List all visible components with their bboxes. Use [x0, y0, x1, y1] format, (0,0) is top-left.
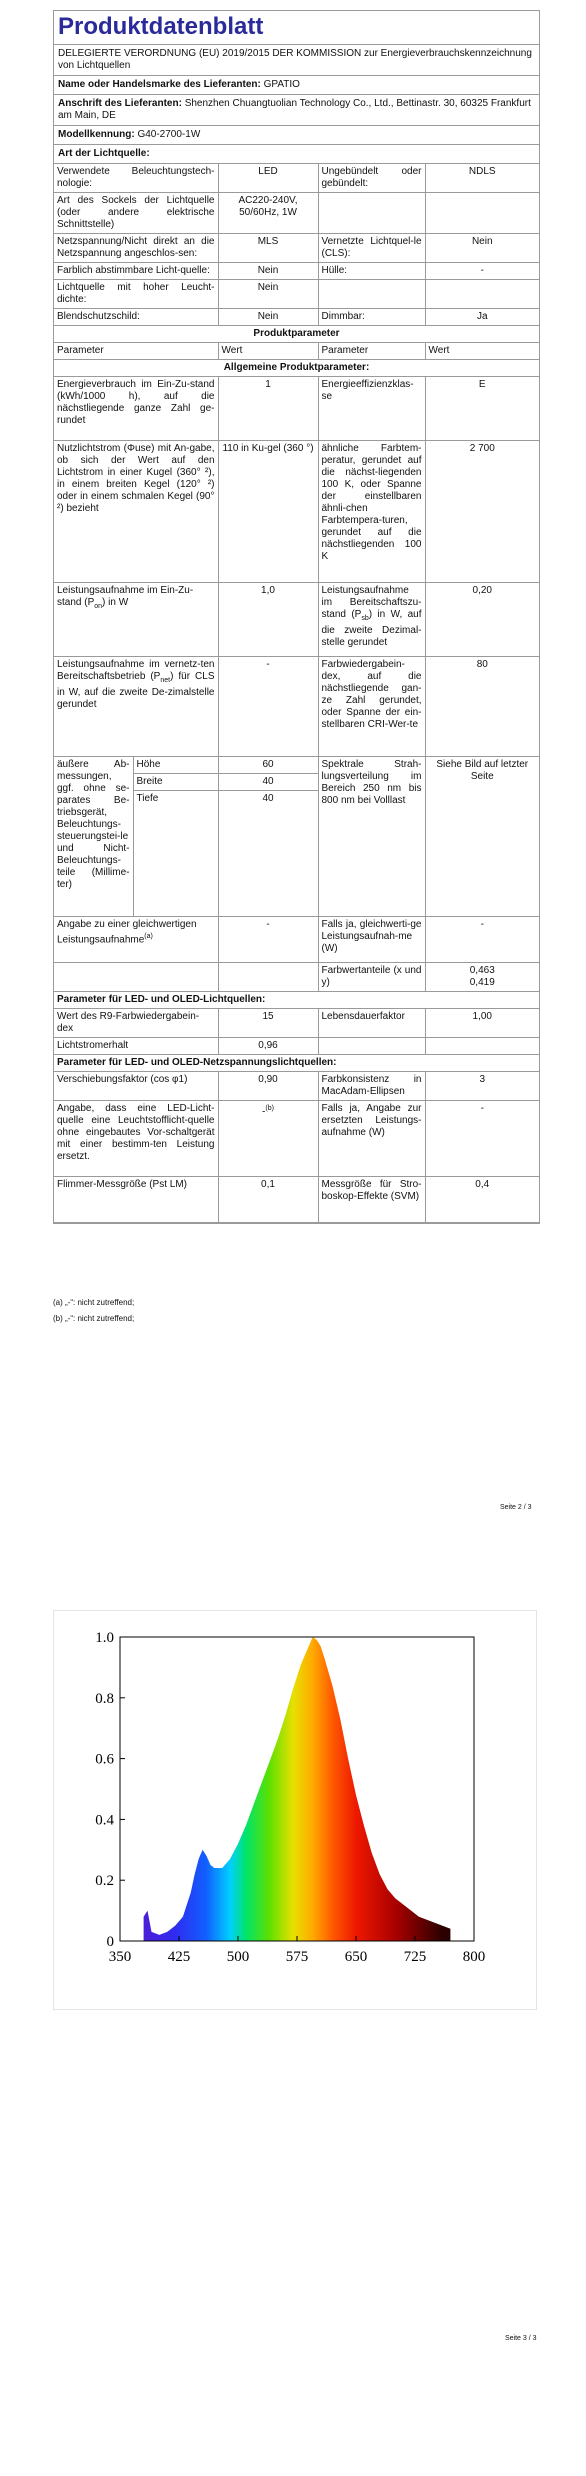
- cell: Tiefe: [133, 791, 218, 917]
- cell: Falls ja, Angabe zur ersetzten Leistungs-aufnahme (W): [318, 1101, 425, 1177]
- table-row: [54, 377, 539, 441]
- cell: E: [425, 377, 539, 441]
- cell: -: [425, 263, 539, 280]
- cell: Dimmbar:: [318, 309, 425, 326]
- col-header: Parameter: [318, 343, 425, 360]
- table-row: [54, 1177, 539, 1223]
- table-row: [54, 963, 539, 992]
- cell: -: [218, 657, 318, 757]
- cell: [425, 1038, 539, 1055]
- cell: Spektrale Strah-lungsverteilung im Bereich 250 nm bis 800 nm bei Volllast: [318, 757, 425, 917]
- x-tick-label: 350: [108, 1949, 132, 1965]
- table-row: [54, 343, 539, 360]
- cell: Siehe Bild auf letzter Seite: [425, 757, 539, 917]
- y-tick-label: 0.4: [95, 1812, 114, 1829]
- cell: Energieverbrauch im Ein-Zu-stand (kWh/1000 h), auf die nächstliegende ganze Zahl ge-rundet: [54, 377, 218, 441]
- table-row: [54, 309, 539, 326]
- chroma-y: 0,419: [469, 977, 495, 988]
- cell: [425, 280, 539, 309]
- supplier-name-label: Name oder Handelsmarke des Lieferanten:: [58, 79, 261, 90]
- cell: LED: [218, 164, 318, 193]
- cell: [425, 193, 539, 234]
- lightsource-heading: Art der Lichtquelle:: [54, 145, 539, 164]
- cell: Ungebündelt oder gebündelt:: [318, 164, 425, 193]
- cell: 1,00: [425, 1009, 539, 1038]
- cell: 40: [218, 791, 318, 917]
- model-row: [54, 126, 539, 145]
- equiv-label: Angabe zu einer gleichwertigen Leistungsaufnahme: [57, 919, 197, 946]
- table-row: [54, 992, 539, 1009]
- cell: 3: [425, 1072, 539, 1101]
- y-tick-label: 0.6: [95, 1751, 114, 1768]
- x-tick-label: 800: [462, 1949, 486, 1965]
- cell: AC220-240V, 50/60Hz, 1W: [218, 193, 318, 234]
- cell: Angabe, dass eine LED-Licht-quelle eine Leuchtstofflicht-quelle ohne eingebautes Vor-schaltgerät mit einer bestimm-ten Leistung ersetzt.: [54, 1101, 218, 1177]
- cell: Nein: [218, 280, 318, 309]
- cell: Messgröße für Stro-boskop-Effekte (SVM): [318, 1177, 425, 1223]
- cell: [318, 1038, 425, 1055]
- chroma-x: 0,463: [469, 965, 495, 976]
- led-params-heading: Parameter für LED- und OLED-Lichtquellen:: [54, 992, 539, 1009]
- col-header: Parameter: [54, 343, 218, 360]
- table-row: [54, 1055, 539, 1072]
- cell: Höhe: [133, 757, 218, 774]
- cell: 1,0: [218, 583, 318, 657]
- cell: [54, 963, 218, 992]
- cell: Farbwertanteile (x und y): [318, 963, 425, 992]
- cell: Art des Sockels der Lichtquelle (oder andere elektrische Schnittstelle): [54, 193, 218, 234]
- cell: Falls ja, gleichwerti-ge Leistungsaufnah-me (W): [318, 917, 425, 963]
- cell: Breite: [133, 774, 218, 791]
- cell: Leistungsaufnahme im Bereitschaftszu-stand $(P_{sb})$ in W, auf die zweite Dezimal-stelle gerundet: [318, 583, 425, 657]
- supplier-address-row: [54, 95, 539, 126]
- cell: 0,96: [218, 1038, 318, 1055]
- cell: [218, 1101, 318, 1177]
- cell: [218, 963, 318, 992]
- cell: 0,4: [425, 1177, 539, 1223]
- col-header: Wert: [218, 343, 318, 360]
- cell: ähnliche Farbtem-peratur, gerundet auf die nächst-liegenden 100 K, oder Spanne der einstellbaren ähnli-chen Farbtempera-turen, gerundet auf die nächstliegenden 100 K: [318, 441, 425, 583]
- cell: 0,20: [425, 583, 539, 657]
- cell: Verschiebungsfaktor (cos φ1): [54, 1072, 218, 1101]
- datasheet: [53, 10, 540, 1224]
- cell: Hülle:: [318, 263, 425, 280]
- cell: -: [218, 917, 318, 963]
- y-tick-label: 0.8: [95, 1690, 114, 1707]
- cell: Lichtquelle mit hoher Leucht-dichte:: [54, 280, 218, 309]
- table-row: [54, 757, 539, 774]
- cell: -: [425, 1101, 539, 1177]
- page-number-2: Seite 2 / 3: [500, 1504, 532, 1511]
- table-row: [54, 657, 539, 757]
- cell: 0,90: [218, 1072, 318, 1101]
- cell: 110 in Ku-gel (360 °): [218, 441, 318, 583]
- y-tick-label: 0.2: [95, 1873, 114, 1890]
- cell: Lichtstromerhalt: [54, 1038, 218, 1055]
- cell: 0,1: [218, 1177, 318, 1223]
- cell: Lebensdauerfaktor: [318, 1009, 425, 1038]
- cell: Wert des R9-Farbwiedergabein-dex: [54, 1009, 218, 1038]
- cell: Ja: [425, 309, 539, 326]
- x-tick-label: 725: [403, 1949, 427, 1965]
- supplier-name-value: GPATIO: [263, 79, 300, 90]
- table-row: [54, 583, 539, 657]
- cell: Leistungsaufnahme im vernetz-ten Bereitschaftsbetrieb $(P_{net})$ für CLS in W, auf die zweite De-zimalstelle gerundet: [54, 657, 218, 757]
- cell: Nein: [218, 263, 318, 280]
- model-label: Modellkennung:: [58, 129, 135, 140]
- table-row: [54, 280, 539, 309]
- cell: 80: [425, 657, 539, 757]
- x-tick-label: 575: [285, 1949, 309, 1965]
- product-params-heading: Produktparameter: [54, 326, 539, 343]
- supplier-name-row: [54, 76, 539, 95]
- cell: Vernetzte Lichtquel-le (CLS):: [318, 234, 425, 263]
- col-header: Wert: [425, 343, 539, 360]
- supplier-address-label: Anschrift des Lieferanten:: [58, 98, 182, 109]
- chart-frame: [53, 1610, 537, 2010]
- cell: 60: [218, 757, 318, 774]
- table-row: [54, 234, 539, 263]
- cell: NDLS: [425, 164, 539, 193]
- table-row: [54, 1009, 539, 1038]
- table-row: [54, 1072, 539, 1101]
- cell: Netzspannung/Nicht direkt an die Netzspannung angeschlos-sen:: [54, 234, 218, 263]
- cell: 40: [218, 774, 318, 791]
- cell: Farbwiedergabein-dex, auf die nächstliegende gan-ze Zahl gerundet, oder Spanne der ein-stellbaren CRI-Wer-te: [318, 657, 425, 757]
- spectrum-chart: [54, 1611, 538, 2011]
- cell: Nutzlichtstrom (Φuse) mit An-gabe, ob sich der Wert auf den Lichtstrom in einer Kugel (360° ²), in einem breiten Kegel (120° ²) oder in einem schmalen Kegel (90° ²) bezieht: [54, 441, 218, 583]
- table-row: [54, 360, 539, 377]
- table-row: [54, 263, 539, 280]
- page-title: Produktdatenblatt: [54, 11, 539, 45]
- lightsource-table: [54, 164, 539, 326]
- cell: Blendschutzschild:: [54, 309, 218, 326]
- cell: Flimmer-Messgröße (Pst LM): [54, 1177, 218, 1223]
- cell: Farblich abstimmbare Licht-quelle:: [54, 263, 218, 280]
- table-row: [54, 917, 539, 963]
- page-number-3: Seite 3 / 3: [505, 2335, 537, 2342]
- table-row: [54, 326, 539, 343]
- cell: MLS: [218, 234, 318, 263]
- x-tick-label: 500: [226, 1949, 250, 1965]
- table-row: [54, 441, 539, 583]
- footnote-b: (b) „-“: nicht zutreffend;: [53, 1314, 135, 1323]
- general-params-heading: Allgemeine Produktparameter:: [54, 360, 539, 377]
- table-row: [54, 164, 539, 193]
- supplier-address-value: Shenzhen Chuangtuolian Technology Co., Ltd., Bettinastr. 30, 60325 Frankfurt am Main, DE: [58, 98, 531, 121]
- cell: Farbkonsistenz in MacAdam-Ellipsen: [318, 1072, 425, 1101]
- y-tick-label: 1.0: [95, 1630, 114, 1646]
- cell: Verwendete Beleuchtungstech-nologie:: [54, 164, 218, 193]
- cell: [318, 280, 425, 309]
- footnote-a: (a) „-“: nicht zutreffend;: [53, 1298, 135, 1307]
- x-tick-label: 650: [344, 1949, 368, 1965]
- product-params-table: [54, 326, 539, 1223]
- cell: Leistungsaufnahme im Ein-Zu-stand $(P_{on})$ in W: [54, 583, 218, 657]
- model-value: G40-2700-1W: [137, 129, 201, 140]
- table-row: [54, 193, 539, 234]
- replace-value: -: [262, 1106, 266, 1118]
- cell: Nein: [218, 309, 318, 326]
- cell: 15: [218, 1009, 318, 1038]
- y-tick-label: 0: [106, 1934, 114, 1950]
- cell: Nein: [425, 234, 539, 263]
- mains-params-heading: Parameter für LED- und OLED-Netzspannungslichtquellen:: [54, 1055, 539, 1072]
- cell: -: [425, 917, 539, 963]
- cell: 2 700: [425, 441, 539, 583]
- spectrum-area: [144, 1637, 451, 1941]
- table-row: [54, 1101, 539, 1177]
- table-row: [54, 1038, 539, 1055]
- cell: [54, 917, 218, 963]
- cell: [318, 193, 425, 234]
- cell: äußere Ab-messungen, ggf. ohne se-parates Be-triebsgerät, Beleuchtungs-steuerungstei-le und Nicht-Beleuchtungs-teile (Millime-ter): [54, 757, 133, 917]
- cell: Energieeffizienzklas-se: [318, 377, 425, 441]
- regulation-text: DELEGIERTE VERORDNUNG (EU) 2019/2015 DER KOMMISSION zur Energieverbrauchskennzeichnung von Lichtquellen: [54, 45, 539, 76]
- cell: [425, 963, 539, 992]
- footnote-marker: (a): [144, 933, 153, 940]
- footnote-marker: (b): [265, 1105, 274, 1112]
- cell: 1: [218, 377, 318, 441]
- x-tick-label: 425: [167, 1949, 191, 1965]
